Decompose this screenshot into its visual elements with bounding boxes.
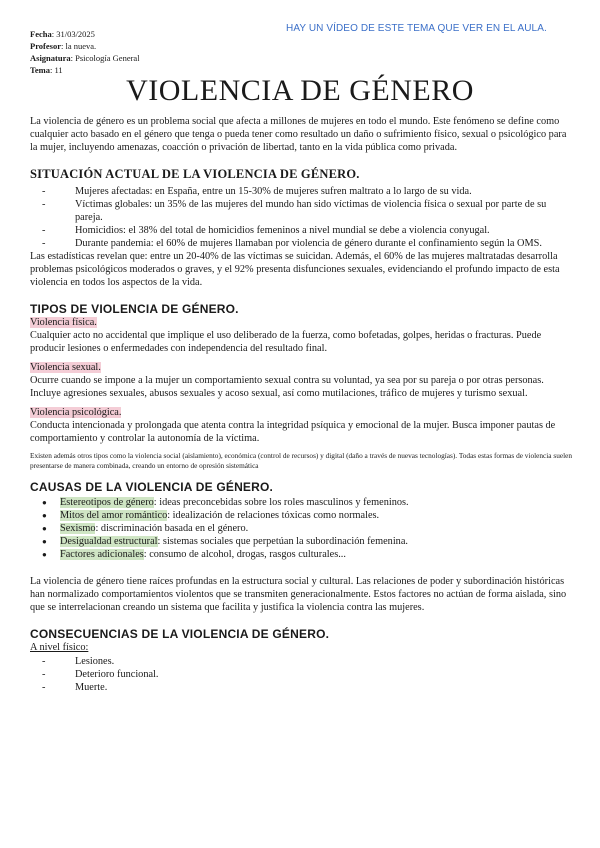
sexual-label: Violencia sexual. [30, 362, 101, 373]
video-note: HAY UN VÍDEO DE ESTE TEMA QUE VER EN EL AULA. [286, 23, 547, 34]
causa-desc: : sistemas sociales que perpetúan la subordinación femenina. [157, 536, 408, 547]
list-item [30, 496, 575, 509]
sexual-text: Ocurre cuando se impone a la mujer un comportamiento sexual contra su voluntad, ya sea por su pareja o por otras personas. Incluye agresiones sexuales, abusos sexuales y acoso sexual, así como mutilaciones, tráfico de mujeres y turismo sexual. [30, 375, 544, 399]
tipos-note: Existen además otros tipos como la violencia social (aislamiento), económica (control de recursos) y digital (daño a través de nuevas tecnologías). Todas estas formas de violencia suelen presentarse de manera combinada, creando un entorno de opresión sistemática [30, 451, 572, 470]
list-item [30, 535, 575, 548]
fisica-label-line [30, 316, 575, 329]
causa-term: Factores adicionales [60, 549, 144, 560]
causa-term: Sexismo [60, 523, 96, 534]
list-item [30, 509, 575, 522]
situacion-list [30, 185, 575, 250]
intro-paragraph: La violencia de género es un problema social que afecta a millones de mujeres en todo el mundo. Este fenómeno se define como cualquier acto basado en el género que tenga o pueda tener como resultado un daño o sufrimiento físico, sexual o psicológico para la mujer, incluyendo amenazas, coacción o privación de libertad, tanto en la vida pública como privada. [30, 116, 567, 153]
causa-term: Estereotipos de género [60, 497, 154, 508]
causa-desc: : idealización de relaciones tóxicas como normales. [167, 510, 380, 521]
causa-desc: : discriminación basada en el género. [95, 523, 249, 534]
list-item: - Deterioro funcional. [30, 668, 575, 681]
fisica-label: Violencia física. [30, 317, 97, 328]
fecha-line: Fecha: 31/03/2025 [30, 29, 95, 39]
causas-paragraph: La violencia de género tiene raíces profundas en la estructura social y cultural. Las relaciones de poder y subordinación históricas han normalizado comportamientos violentos que se transmiten generacionalmente. Estos factores no actúan de forma aislada, sino que se interrelacionan creando un sistema que facilita y justifica la violencia contra las mujeres. [30, 576, 567, 613]
causa-desc: : ideas preconcebidas sobre los roles masculinos y femeninos. [153, 497, 409, 508]
causa-term: Mitos del amor romántico [60, 510, 168, 521]
asignatura-line: Asignatura: Psicología General [30, 53, 140, 63]
situacion-heading: SITUACIÓN ACTUAL DE LA VIOLENCIA DE GÉNERO. [30, 167, 360, 181]
profesor-line: Profesor: la nueva. [30, 41, 97, 51]
sexual-label-line [30, 361, 575, 374]
situacion-paragraph: Las estadísticas revelan que: entre un 20-40% de las víctimas se suicidan. Además, el 60% de las mujeres maltratadas desarrolla problemas psicológicos moderados o graves, y el 92% presenta disfunciones sexuales, evidenciando el profundo impacto de esta violencia en todos los aspectos de la vida. [30, 251, 560, 288]
psicologica-label: Violencia psicológica. [30, 407, 122, 418]
main-content [30, 115, 575, 694]
list-item: - Durante pandemia: el 60% de mujeres llamaban por violencia de género durante el confinamiento según la OMS. [30, 237, 575, 250]
psicologica-label-line [30, 406, 575, 419]
fisico-subheading: A nivel físico: [30, 642, 89, 653]
list-item: - Homicidios: el 38% del total de homicidios femeninos a nivel mundial se debe a violencia conyugal. [30, 224, 575, 237]
causa-desc: : consumo de alcohol, drogas, rasgos culturales... [143, 549, 346, 560]
causa-term: Desigualdad estructural [60, 536, 158, 547]
list-item: - Lesiones. [30, 655, 575, 668]
causas-list [30, 496, 575, 561]
fisica-text: Cualquier acto no accidental que implique el uso deliberado de la fuerza, como bofetadas, golpes, heridas o fracturas. Puede producir lesiones o enfermedades con independencia del resultado final. [30, 330, 542, 354]
tipos-heading: TIPOS DE VIOLENCIA DE GÉNERO. [30, 302, 239, 316]
consecuencias-list [30, 655, 575, 694]
page-title: VIOLENCIA DE GÉNERO [126, 74, 474, 107]
list-item: - Víctimas globales: un 35% de las mujeres del mundo han sido víctimas de violencia física o sexual por parte de su pareja. [30, 198, 575, 224]
psicologica-text: Conducta intencionada y prolongada que atenta contra la integridad psíquica y emocional de la mujer. Busca imponer pautas de comportamiento y controlar la autonomía de la víctima. [30, 420, 556, 444]
consecuencias-subheading-line [30, 641, 575, 654]
tema-line: Tema: 11 [30, 65, 63, 75]
consecuencias-heading: CONSECUENCIAS DE LA VIOLENCIA DE GÉNERO. [30, 627, 330, 641]
causas-heading: CAUSAS DE LA VIOLENCIA DE GÉNERO. [30, 480, 274, 494]
list-item: - Mujeres afectadas: en España, entre un 15-30% de mujeres sufren maltrato a lo largo de su vida. [30, 185, 575, 198]
list-item: - Muerte. [30, 681, 575, 694]
list-item [30, 522, 575, 535]
header-metadata [30, 28, 140, 76]
list-item [30, 548, 575, 561]
